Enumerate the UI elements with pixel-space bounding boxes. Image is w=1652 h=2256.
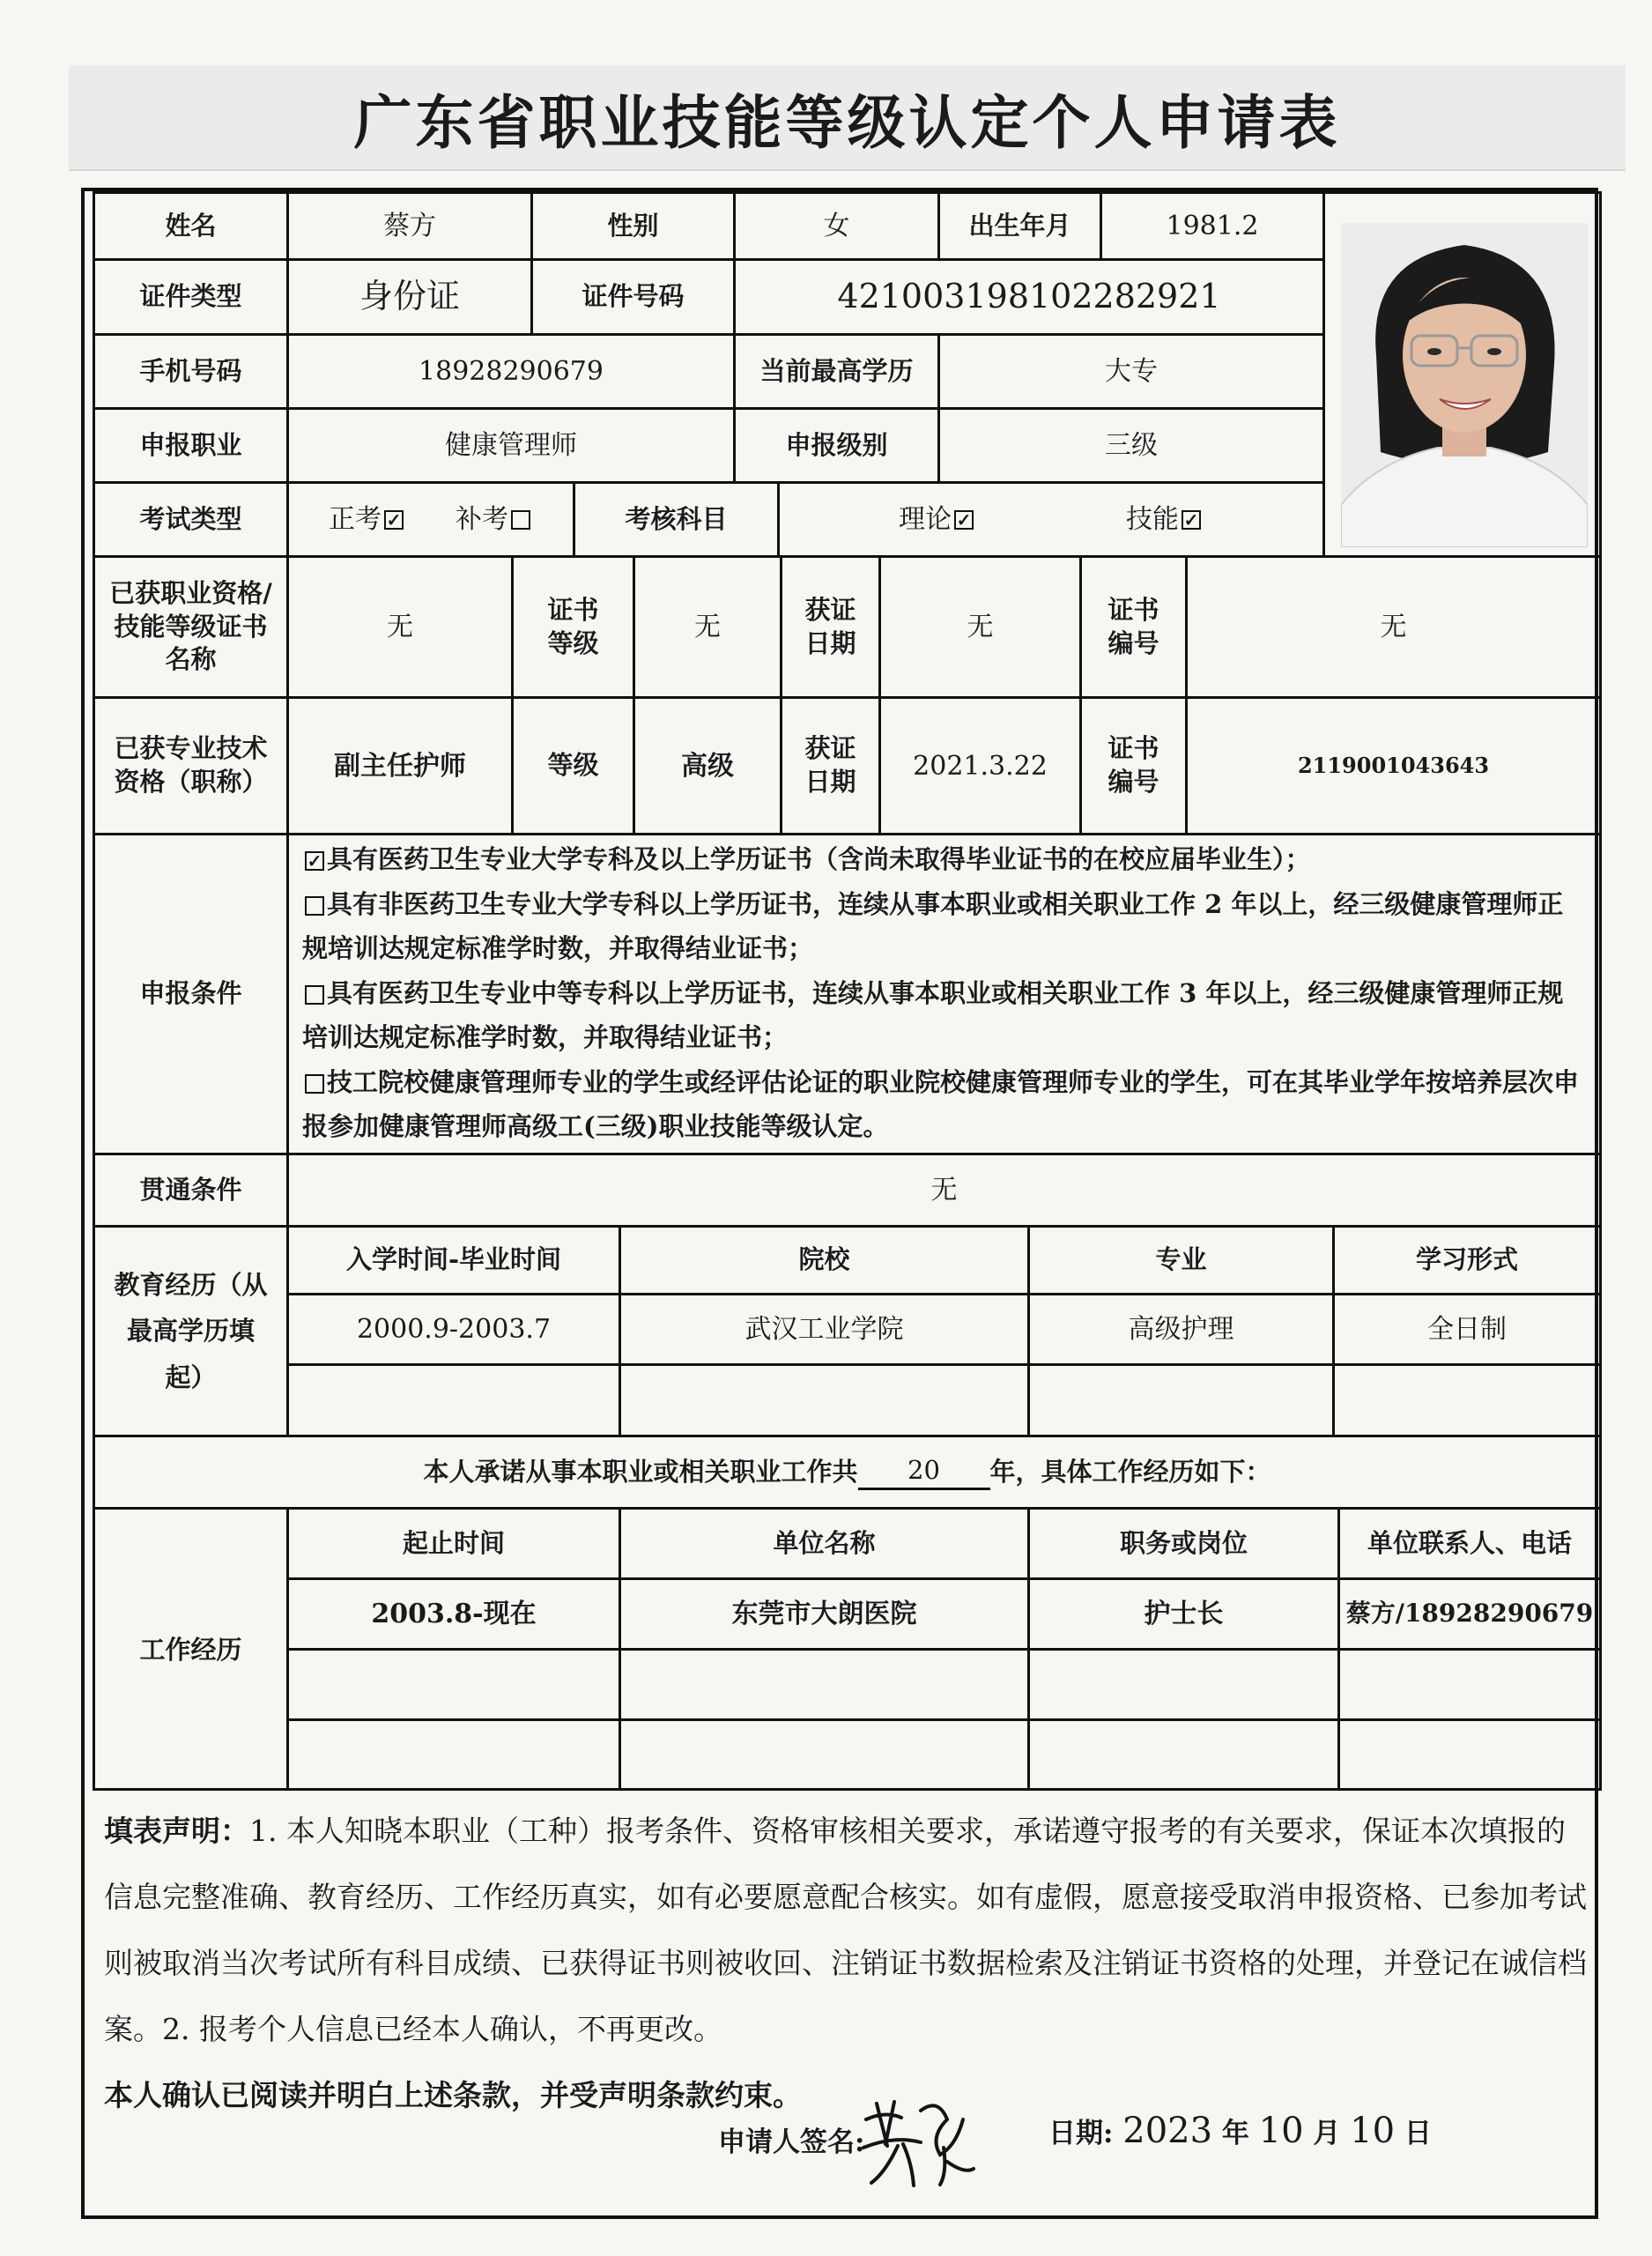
conditions-label: 申报条件 [139, 978, 242, 1009]
title-qual-date: 2021.3.22 [913, 750, 1048, 782]
edu-major: 高级护理 [1128, 1314, 1234, 1345]
condition-checkbox[interactable] [305, 985, 324, 1005]
declaration-body [104, 1798, 1593, 2062]
title-qual-label: 已获专业技术资格（职称） [114, 733, 268, 797]
title-no-label-1: 证书 [1108, 733, 1159, 764]
birth-value: 1981.2 [1166, 211, 1259, 241]
qualification-name: 无 [387, 612, 413, 642]
id-type-value: 身份证 [359, 277, 460, 316]
commitment-line [95, 1437, 1599, 1507]
edu-label: 教育经历（从最高学历填起） [114, 1270, 268, 1392]
gender-label: 性别 [607, 210, 659, 241]
cert-level-label-2: 等级 [547, 627, 599, 658]
condition-item [302, 882, 1587, 971]
commit-years: 20 [858, 1454, 990, 1490]
work-position: 护士长 [1144, 1599, 1224, 1629]
title-bar [69, 65, 1626, 171]
bukao-checkbox[interactable] [511, 510, 530, 530]
condition-checkbox[interactable] [305, 1074, 324, 1094]
edu-time: 2000.9-2003.7 [356, 1314, 552, 1345]
condition-checkbox[interactable]: ✓ [305, 851, 324, 871]
cert-date-label-2: 日期 [804, 627, 856, 658]
cert-no-label-1: 证书 [1108, 594, 1159, 625]
rule [93, 833, 1602, 835]
date-year: 2023 [1122, 2111, 1213, 2151]
title-date-label-2: 日期 [804, 767, 856, 797]
rule [289, 1363, 1602, 1366]
work-contact: 蔡方/18928290679 [1345, 1599, 1594, 1629]
qualification-number: 无 [1380, 612, 1407, 642]
subjects-label: 考核科目 [625, 503, 728, 534]
edu-header-mode: 学习形式 [1415, 1244, 1518, 1275]
sign-date [1048, 2111, 1432, 2151]
zhengkao-checkbox[interactable]: ✓ [384, 510, 404, 530]
form-title: 广东省职业技能等级认定个人申请表 [353, 88, 1341, 157]
cert-level-label-1: 证书 [547, 594, 599, 625]
edu-header-school: 院校 [798, 1244, 850, 1275]
occupation-label: 申报职业 [139, 429, 242, 460]
title-qual-number: 2119001043643 [1297, 753, 1490, 779]
edu-header-major: 专业 [1155, 1244, 1207, 1275]
condition-text: 具有医药卫生专业中等专科以上学历证书，连续从事本职业或相关职业工作 3 年以上，经三级健康管理师正规培训达规定标准学时数，并取得结业证书； [302, 977, 1564, 1052]
birth-label: 出生年月 [968, 210, 1071, 241]
qualification-date: 无 [967, 612, 994, 642]
commit-prefix: 本人承诺从事本职业或相关职业工作共 [423, 1456, 858, 1487]
date-label: 日期: [1048, 2118, 1114, 2149]
work-header-contact: 单位联系人、电话 [1367, 1527, 1572, 1558]
exam-type-label: 考试类型 [139, 503, 242, 534]
work-label: 工作经历 [139, 1634, 242, 1665]
declaration-text: 1. 本人知晓本职业（工种）报考条件、资格审核相关要求，承诺遵守报考的有关要求，保证本次填报的信息完整准确、教育经历、工作经历真实，如有必要愿意配合核实。如有虚假，愿意接受取消申报资格、已参加考试则被取消当次考试所有科目成绩、已获得证书则被收回、注销证书数据检索及注销证书资格的处理，并登记在诚信档案。2. 报考个人信息已经本人确认，不再更改。 [104, 1814, 1587, 2046]
title-date-label [782, 699, 878, 833]
work-header-period: 起止时间 [402, 1527, 505, 1558]
signature-label: 申请人签名: [718, 2126, 865, 2158]
cert-level-label [514, 558, 633, 696]
name-label: 姓名 [165, 210, 217, 241]
occupation-value: 健康管理师 [445, 430, 577, 461]
cert-no-label-2: 编号 [1108, 627, 1159, 658]
date-day: 10 [1350, 2111, 1396, 2151]
rule [289, 1718, 1602, 1721]
cert-no-label [1082, 558, 1185, 696]
commit-suffix: 年，具体工作经历如下： [989, 1456, 1271, 1487]
edu-mode: 全日制 [1427, 1314, 1507, 1345]
name-value: 蔡方 [383, 211, 436, 241]
skill-checkbox[interactable]: ✓ [1182, 510, 1201, 530]
title-no-label-2: 编号 [1108, 767, 1159, 797]
qualification-label: 已获职业资格/技能等级证书名称 [109, 577, 272, 675]
edu-header-time: 入学时间-毕业时间 [345, 1244, 562, 1275]
rule [289, 1648, 1602, 1651]
date-month-unit: 月 [1313, 2118, 1341, 2149]
date-year-unit: 年 [1221, 2118, 1249, 2149]
id-number-value: 421003198102282921 [837, 277, 1221, 316]
theory-label: 理论 [899, 504, 952, 535]
id-type-label: 证件类型 [139, 281, 242, 312]
education-label: 当前最高学历 [759, 355, 914, 386]
work-header-position: 职务或岗位 [1119, 1527, 1248, 1558]
declaration-confirm: 本人确认已阅读并明白上述条款，并受声明条款约束。 [104, 2078, 802, 2112]
title-level-label: 等级 [547, 750, 599, 781]
date-day-unit: 日 [1404, 2118, 1432, 2149]
level-value: 三级 [1105, 430, 1158, 461]
education-value: 大专 [1105, 356, 1158, 387]
skill-label: 技能 [1126, 504, 1179, 535]
work-period: 2003.8-现在 [371, 1599, 537, 1629]
condition-item [302, 1060, 1587, 1149]
work-header-employer: 单位名称 [773, 1527, 876, 1558]
work-employer: 东莞市大朗医院 [731, 1599, 917, 1629]
condition-text: 技工院校健康管理师专业的学生或经评估论证的职业院校健康管理师专业的学生，可在其毕业学年按培养层次申报参加健康管理师高级工(三级)职业技能等级认定。 [302, 1066, 1580, 1141]
through-value: 无 [930, 1175, 958, 1206]
phone-label: 手机号码 [139, 355, 242, 386]
declaration-heading: 填表声明： [104, 1814, 249, 1848]
condition-item [302, 971, 1587, 1060]
id-number-label: 证件号码 [582, 281, 685, 312]
rule [1322, 191, 1325, 555]
subjects-options [780, 484, 1322, 555]
title-no-label [1082, 699, 1185, 833]
condition-text: 具有医药卫生专业大学专科及以上学历证书（含尚未取得毕业证书的在校应届毕业生）； [327, 844, 1311, 874]
exam-type-options [289, 484, 573, 555]
gender-value: 女 [823, 211, 850, 241]
title-qual-name: 副主任护师 [334, 750, 466, 782]
zhengkao-label: 正考 [329, 504, 382, 535]
title-date-label-1: 获证 [804, 733, 856, 764]
through-label: 贯通条件 [139, 1174, 242, 1205]
qualification-level: 无 [694, 612, 721, 642]
date-month: 10 [1258, 2111, 1304, 2151]
theory-checkbox[interactable]: ✓ [954, 510, 974, 530]
handwritten-signature [859, 2093, 978, 2190]
phone-value: 18928290679 [419, 356, 604, 387]
cert-date-label-1: 获证 [804, 594, 856, 625]
applicant-photo [1341, 223, 1588, 547]
condition-checkbox[interactable] [305, 896, 324, 916]
condition-text: 具有非医药卫生专业大学专科以上学历证书，连续从事本职业或相关职业工作 2 年以上，经三级健康管理师正规培训达规定标准学时数，并取得结业证书； [302, 888, 1564, 963]
level-label: 申报级别 [785, 429, 888, 460]
cert-date-label [782, 558, 878, 696]
bukao-label: 补考 [456, 504, 508, 535]
condition-item [302, 837, 1587, 882]
conditions-list [302, 837, 1587, 1149]
title-qual-level: 高级 [681, 750, 734, 782]
declaration [104, 1798, 1593, 2128]
edu-school: 武汉工业学院 [745, 1314, 904, 1345]
